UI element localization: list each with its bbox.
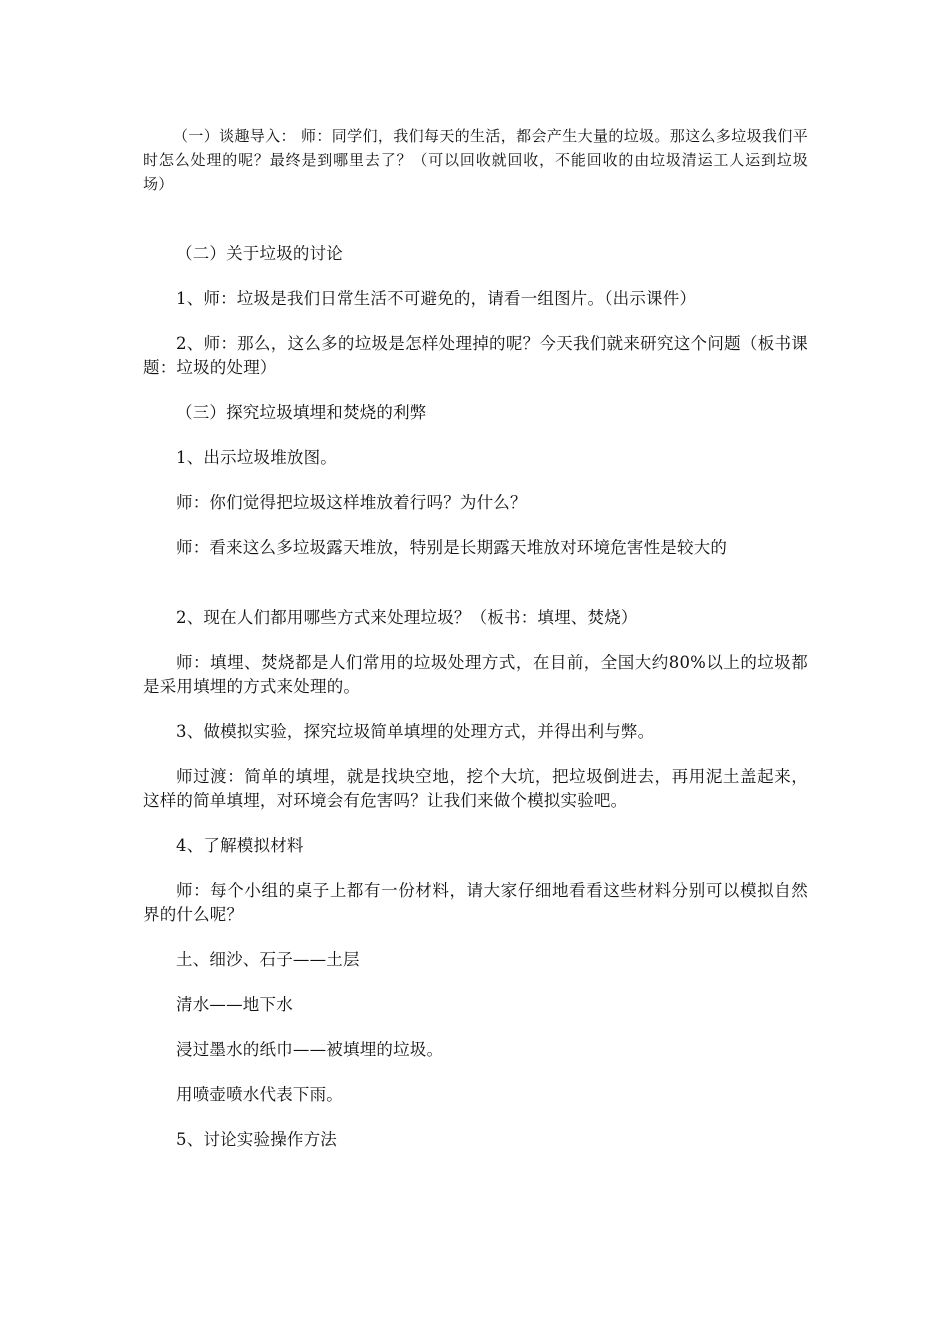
paragraph-landfill-stat: 师：填埋、焚烧都是人们常用的垃圾处理方式，在目前，全国大约80%以上的垃圾都是采用填埋的方式来处理的。 [143, 653, 808, 696]
paragraph-item-2: 2、师：那么，这么多的垃圾是怎样处理掉的呢？今天我们就来研究这个问题（板书课题：垃圾的处理） [143, 334, 808, 377]
list-item-paper: 浸过墨水的纸巾——被填埋的垃圾。 [176, 1040, 444, 1059]
paragraph-teacher-question: 师：你们觉得把垃圾这样堆放着行吗？为什么？ [176, 493, 527, 512]
document-body [143, 124, 808, 1152]
paragraph-teacher-comment: 师：看来这么多垃圾露天堆放，特别是长期露天堆放对环境危害性是较大的 [176, 538, 728, 557]
paragraph-item-3-2: 2、现在人们都用哪些方式来处理垃圾？（板书：填埋、焚烧） [176, 608, 638, 627]
paragraph-intro: （一）谈趣导入： 师：同学们，我们每天的生活，都会产生大量的垃圾。那这么多垃圾我们平时怎么处理的呢？最终是到哪里去了？（可以回收就回收，不能回收的由垃圾清运工人运到垃圾场） [143, 127, 808, 193]
paragraph-item-1: 1、师：垃圾是我们日常生活不可避免的，请看一组图片。（出示课件） [176, 289, 697, 308]
list-item-soil: 土、细沙、石子——土层 [176, 950, 360, 969]
heading-section-2: （二）关于垃圾的讨论 [176, 244, 343, 263]
paragraph-item-3-1: 1、出示垃圾堆放图。 [176, 448, 337, 467]
paragraph-item-3-4: 4、了解模拟材料 [176, 836, 304, 855]
paragraph-transition: 师过渡：简单的填埋，就是找块空地，挖个大坑，把垃圾倒进去，再用泥土盖起来，这样的简单填埋，对环境会有危害吗？让我们来做个模拟实验吧。 [143, 767, 808, 810]
paragraph-materials-question: 师：每个小组的桌子上都有一份材料，请大家仔细地看看这些材料分别可以模拟自然界的什么呢？ [143, 881, 808, 924]
paragraph-item-3-5: 5、讨论实验操作方法 [176, 1130, 337, 1149]
heading-section-3: （三）探究垃圾填埋和焚烧的利弊 [176, 403, 427, 422]
list-item-water: 清水——地下水 [176, 995, 293, 1014]
list-item-rain: 用喷壶喷水代表下雨。 [176, 1085, 343, 1104]
paragraph-item-3-3: 3、做模拟实验，探究垃圾简单填埋的处理方式，并得出利与弊。 [176, 722, 655, 741]
